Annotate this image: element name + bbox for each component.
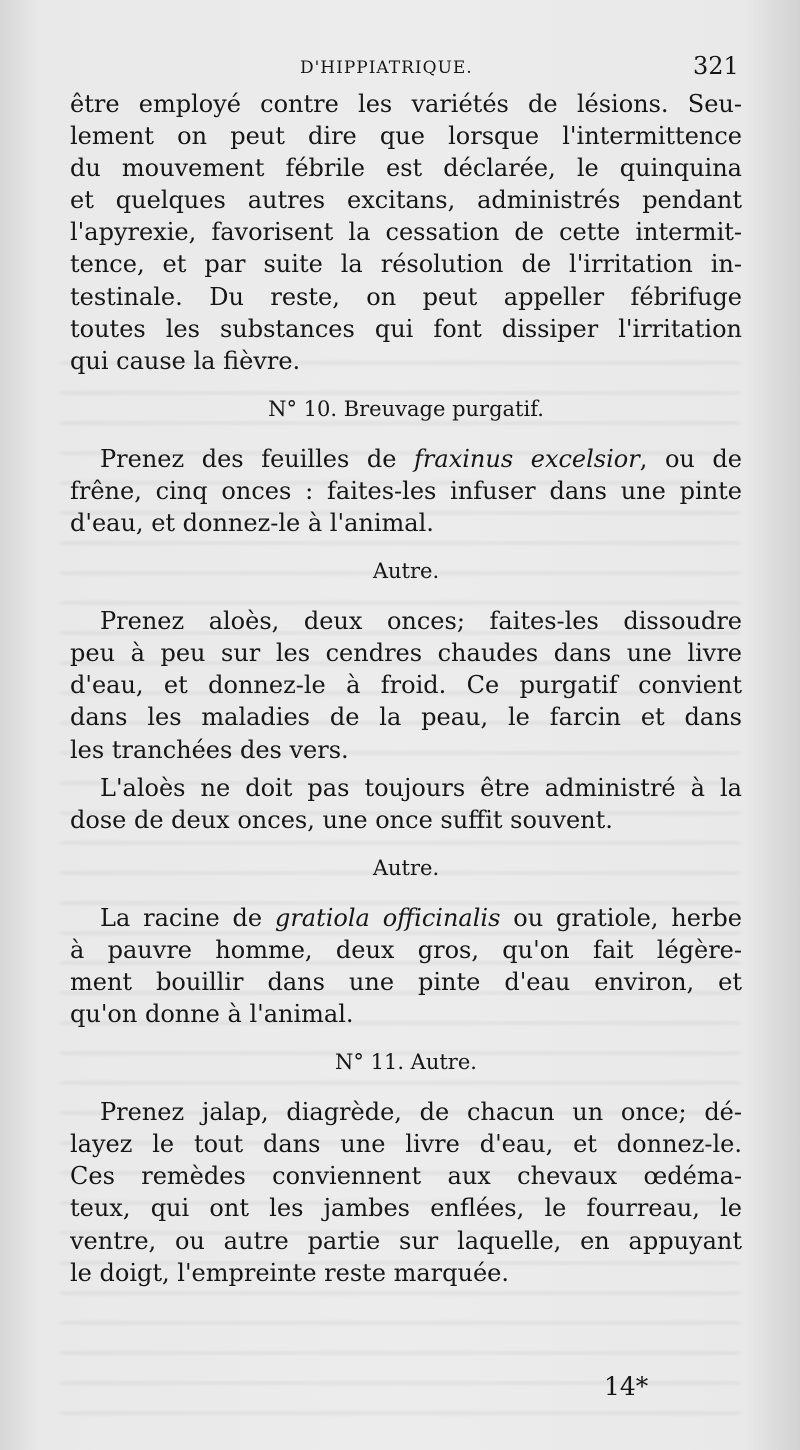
text-fragment: La racine de: [100, 903, 275, 932]
section-heading-no-10: N° 10. Breuvage purgatif.: [268, 396, 544, 421]
text-line: à pauvre homme, deux gros, qu'on fait légère-: [70, 935, 742, 964]
text-line: le doigt, l'empreinte reste marquée.: [70, 1258, 510, 1287]
text-line: ventre, ou autre partie sur laquelle, en appuyant: [70, 1226, 742, 1255]
text-line: tence, et par suite la résolution de l'irritation in-: [70, 250, 742, 279]
text-line: [70, 902, 742, 934]
section-heading-no-11: N° 11. Autre.: [335, 1050, 477, 1075]
text-line: lement on peut dire que lorsque l'intermittence: [70, 122, 742, 151]
text-line: testinale. Du reste, on peut appeller fébrifuge: [70, 282, 742, 311]
latin-name: gratiola officinalis: [274, 903, 501, 932]
text-fragment: Prenez des feuilles de: [100, 444, 415, 473]
text-line: ment bouillir dans une pinte d'eau environ, et: [70, 967, 742, 996]
text-line: qui cause la fièvre.: [70, 346, 301, 375]
text-line: qu'on donne à l'animal.: [70, 1000, 354, 1029]
text-fragment: , ou de: [639, 444, 743, 473]
text-line: toutes les substances qui font dissiper l'irritation: [70, 314, 742, 343]
text-line: teux, qui ont les jambes enflées, le fourreau, le: [70, 1194, 742, 1223]
latin-name: fraxinus excelsior: [414, 444, 640, 473]
paragraph-breuvage-purgatif: [70, 443, 742, 539]
text-line: et quelques autres excitans, administrés pendant: [70, 186, 742, 215]
paragraph-jalap: [70, 1096, 742, 1289]
text-line: [70, 443, 742, 475]
text-line: les tranchées des vers.: [70, 735, 349, 764]
running-title: D'HIPPIATRIQUE.: [300, 58, 473, 78]
text-line: dans les maladies de la peau, le farcin et dans: [70, 703, 742, 732]
text-line: Prenez aloès, deux onces; faites-les dissoudre: [100, 607, 742, 636]
section-heading-autre: Autre.: [372, 559, 440, 584]
text-line: dose de deux onces, une once suffit souvent.: [70, 805, 613, 834]
text-line: frêne, cinq onces : faites-les infuser dans une pinte: [70, 476, 742, 505]
section-heading-autre: Autre.: [372, 855, 440, 880]
paragraph-aloes-note: [70, 772, 742, 836]
text-line: du mouvement fébrile est déclarée, le quinquina: [70, 154, 742, 183]
page-header: [0, 52, 800, 82]
text-line: être employé contre les variétés de lésions. Seu-: [70, 90, 742, 118]
text-line: d'eau, et donnez-le à froid. Ce purgatif convient: [70, 671, 742, 700]
text-block: [70, 88, 742, 1289]
paragraph-continuation: [70, 88, 742, 377]
signature-mark: 14*: [604, 1372, 649, 1401]
text-fragment: ou gratiole, herbe: [500, 903, 742, 932]
page-number: 321: [693, 52, 739, 80]
text-line: Prenez jalap, diagrède, de chacun un once; dé-: [100, 1098, 742, 1127]
text-line: Ces remèdes conviennent aux chevaux œdéma-: [70, 1162, 742, 1191]
text-line: L'aloès ne doit pas toujours être administré à la: [100, 773, 742, 802]
paragraph-aloes: [70, 605, 742, 765]
text-line: d'eau, et donnez-le à l'animal.: [70, 509, 434, 538]
text-line: layez le tout dans une livre d'eau, et donnez-le.: [70, 1130, 742, 1159]
paragraph-gratiole: [70, 902, 742, 1030]
text-line: peu à peu sur les cendres chaudes dans une livre: [70, 639, 742, 668]
text-line: l'apyrexie, favorisent la cessation de cette intermit-: [70, 218, 742, 247]
